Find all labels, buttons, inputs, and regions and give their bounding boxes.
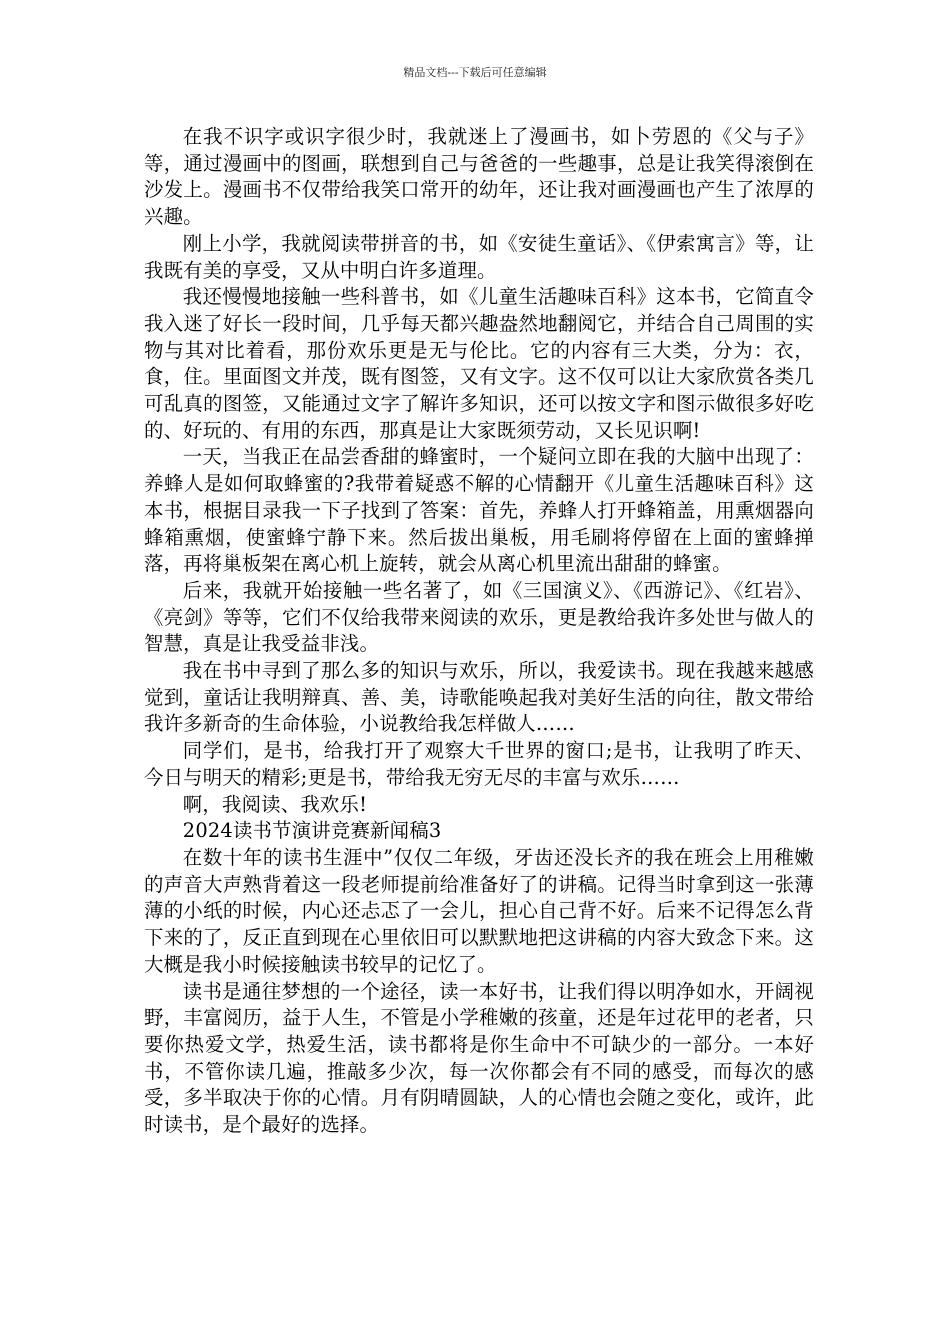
paragraph-reading-dream: 读书是通往梦想的一个途径，读一本好书，让我们得以明净如水，开阔视野，丰富阅历，益于人生，不管是小学稚嫩的孩童，还是年过花甲的老者，只要你热爱文学，热爱生活，读书都将是你生命中不可缺少的一部分。一本好书，不管你读几遍，推敲多少次，每一次你都会有不同的感受，而每次的感受，多半取决于你的心情。月有阴晴圆缺，人的心情也会随之变化，或许，此时读书，是个最好的选择。: [144, 979, 814, 1137]
paragraph-comics: 在我不识字或识字很少时，我就迷上了漫画书，如卜劳恩的《父与子》等，通过漫画中的图画，联想到自己与爸爸的一些趣事，总是让我笑得滚倒在沙发上。漫画书不仅带给我笑口常开的幼年，还让我对画漫画也产生了浓厚的兴趣。: [144, 125, 814, 229]
paragraph-honey: 一天，当我正在品尝香甜的蜂蜜时，一个疑问立即在我的大脑中出现了：养蜂人是如何取蜂蜜的?我带着疑惑不解的心情翻开《儿童生活趣味百科》这本书，根据目录我一下子找到了答案：首先，养蜂人打开蜂箱盖，用熏烟器向蜂箱熏烟，使蜜蜂宁静下来。然后拔出巢板，用毛刷将停留在上面的蜜蜂掸落，再将巢板架在离心机上旋转，就会从离心机里流出甜甜的蜂蜜。: [144, 445, 814, 576]
document-body: [144, 124, 814, 1139]
paragraph-pinyin-books: 刚上小学，我就阅读带拼音的书，如《安徒生童话》、《伊索寓言》等，让我既有美的享受，又从中明白许多道理。: [144, 231, 814, 282]
section-heading: 2024读书节演讲竞赛新闻稿3: [182, 819, 442, 843]
paragraph-speech-memory: 在数十年的读书生涯中”仅仅二年级，牙齿还没长齐的我在班会上用稚嫩的声音大声熟背着这一段老师提前给准备好了的讲稿。记得当时拿到这一张薄薄的小纸的时候，内心还忐忑了一会儿，担心自己背不好。后来不记得怎么背下来的了，反正直到现在心里依旧可以默默地把这讲稿的内容大致念下来。这大概是我小时候接触读书较早的记忆了。: [144, 845, 814, 976]
paragraph-classmates: 同学们，是书，给我打开了观察大千世界的窗口;是书，让我明了昨天、今日与明天的精彩;更是书，带给我无穷无尽的丰富与欢乐……: [144, 739, 814, 789]
paragraph-science-books: 我还慢慢地接触一些科普书，如《儿童生活趣味百科》这本书，它简直令我入迷了好长一段时间，几乎每天都兴趣盎然地翻阅它，并结合自己周围的实物与其对比着看，那份欢乐更是无与伦比。它的内容有三大类，分为：衣，食，住。里面图文并茂，既有图签，又有文字。这不仅可以让大家欣赏各类几可乱真的图签，又能通过文字了解许多知识，还可以按文字和图示做很多好吃的、好玩的、有用的东西，那真是让大家既须劳动，又长见识啊!: [144, 285, 814, 442]
paragraph-love-reading: 我在书中寻到了那么多的知识与欢乐，所以，我爱读书。现在我越来越感觉到，童话让我明辩真、善、美，诗歌能唤起我对美好生活的向往，散文带给我许多新奇的生命体验，小说教给我怎样做人……: [144, 659, 814, 736]
paragraph-classics: 后来，我就开始接触一些名著了，如《三国演义》、《西游记》、《红岩》、《亮剑》等等，它们不仅给我带来阅读的欢乐，更是教给我许多处世与做人的智慧，真是让我受益非浅。: [144, 578, 814, 656]
paragraph-exclamation: 啊，我阅读、我欢乐!: [182, 792, 368, 816]
page-header: 精品文档---下载后可任意编辑: [403, 66, 547, 79]
